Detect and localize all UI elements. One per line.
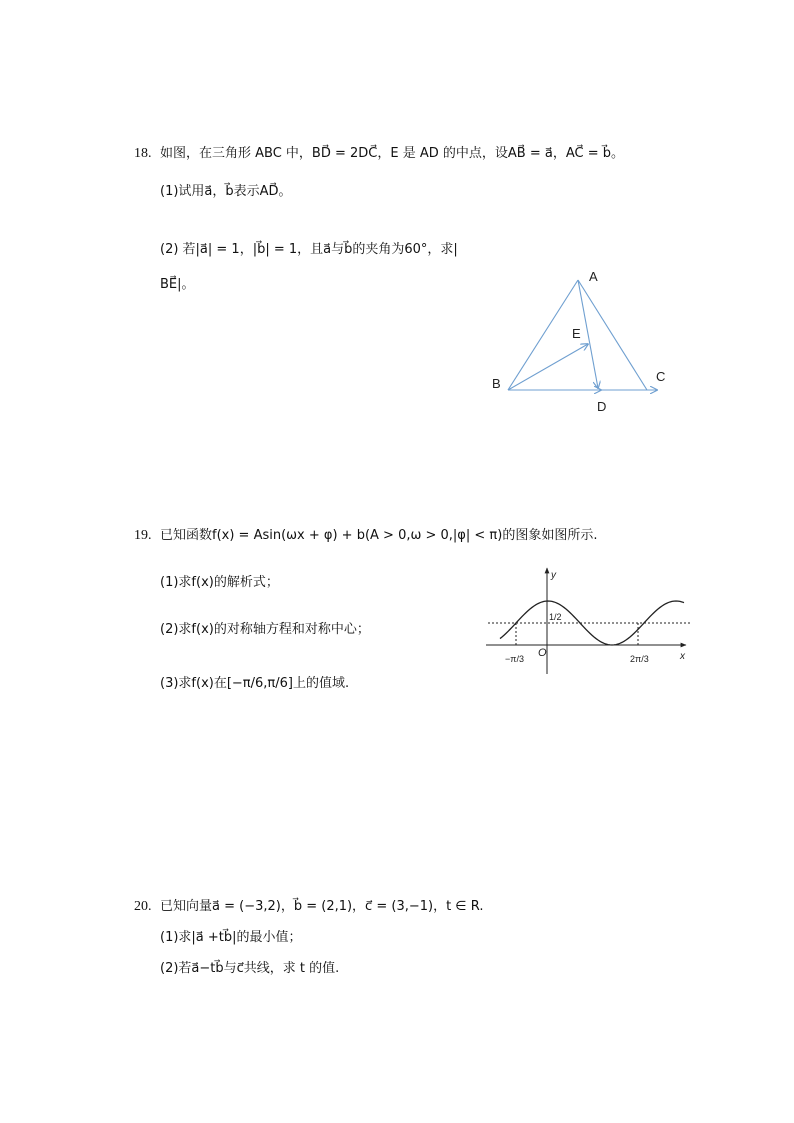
question-18-stem: 如图，在三角形 ABC 中，BD⃗ = 2DC⃗，E 是 AD 的中点，设AB⃗ = a⃗，AC⃗ = b⃗。 (160, 146, 624, 161)
question-18-number: 18. (134, 146, 152, 161)
vector-be (508, 344, 588, 390)
y-axis-label: y (551, 570, 556, 581)
label-a: A (589, 269, 598, 284)
label-e: E (572, 326, 581, 341)
origin-label: O (538, 647, 547, 659)
right-tick-label: 2π/3 (630, 654, 649, 664)
triangle-lines (508, 280, 657, 390)
question-19-stem: 已知函数f(x) = Asin(ωx + φ) + b(A > 0,ω > 0,|φ| < π)的图象如图所示. (160, 528, 598, 543)
label-d: D (597, 399, 607, 414)
question-20-part-2: (2)若a⃗−tb⃗与c⃗共线，求 t 的值. (160, 961, 340, 976)
question-18-part-2-line-1: (2) 若|a⃗| = 1，|b⃗| = 1，且a⃗与b⃗的夹角为60°，求| (160, 242, 458, 257)
question-19-part-3: (3)求f(x)在[−π/6,π/6]上的值域. (160, 676, 350, 691)
question-19-number: 19. (134, 528, 152, 543)
question-20-part-1: (1)求|a⃗ +tb⃗|的最小值； (160, 930, 302, 945)
sine-graph (480, 562, 694, 680)
label-b: B (492, 376, 501, 391)
segment-ab (508, 280, 578, 390)
question-18-part-2-line-2: BE⃗|。 (160, 277, 195, 292)
triangle-figure (480, 262, 680, 422)
question-20-stem: 已知向量a⃗ = (−3,2)，b⃗ = (2,1)，c⃗ = (3,−1)，t ∈ R. (160, 899, 484, 914)
left-tick-label: −π/3 (505, 654, 524, 664)
question-19-part-1: (1)求f(x)的解析式； (160, 575, 279, 590)
question-20-number: 20. (134, 899, 152, 914)
question-19-part-2: (2)求f(x)的对称轴方程和对称中心； (160, 622, 370, 637)
dashed-level-label: 1/2 (549, 612, 562, 622)
question-18-part-1: (1)试用a⃗，b⃗表示AD⃗。 (160, 184, 292, 199)
x-axis-label: x (680, 651, 685, 662)
label-c: C (656, 369, 666, 384)
